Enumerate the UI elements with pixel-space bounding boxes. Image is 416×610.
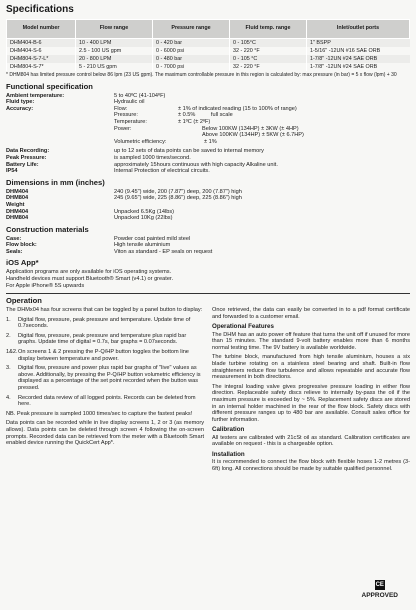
header-model: Model number: [7, 19, 76, 38]
ambient-label: Ambient temperature:: [6, 92, 65, 99]
calibration-title: Calibration: [212, 426, 245, 434]
accuracy-item-value: Below 100KW (134HP) ± 3KW (± 4HP): [202, 125, 299, 132]
accuracy-item-label: Volumetric efficiency:: [114, 138, 167, 145]
accuracy-item-value: ± 1% of indicated reading (15 to 100% of range): [178, 105, 297, 112]
list-text: Recorded data review of all logged points. Records can be deleted from here.: [18, 394, 196, 408]
ios-title: iOS App*: [6, 258, 39, 268]
calibration-paragraph: All testers are calibrated with 21cSt oil as standard. Calibration certificates are available on request - this is a chargeable option.: [212, 434, 410, 448]
ambient-value: 5 to 40ºC (41-104ºF): [114, 92, 166, 99]
ambient-row: [6, 93, 410, 100]
fluid-label: Fluid type:: [6, 99, 35, 106]
dim-label: DHM804: [6, 195, 29, 202]
approved-label: APPROVED: [361, 592, 398, 599]
retrieval-paragraph: Once retrieved, the data can easily be converted in to a pdf format certificate and forwarded to a customer email.: [212, 307, 410, 320]
section-divider: [6, 293, 410, 294]
fluid-row: [6, 99, 410, 106]
ce-mark-icon: CE: [375, 582, 384, 588]
cell: DHM404-B-6: [7, 38, 76, 47]
accuracy-power-above: [114, 132, 410, 139]
accuracy-item-value: ± 0.5% full scale: [178, 112, 233, 119]
weight-model: DHM404: [6, 208, 29, 215]
accuracy-item-label: Temperature:: [114, 119, 147, 126]
screen-list: [6, 317, 204, 408]
recording-paragraph: Data points can be recorded while in live display screens 1, 2 or 3 (as memory allows). Data points can be deleted through screen 4 following the on-screen prompts. Recorded data can be retrieved from the meter with a Bluetooth Smart enabled device running the QuickCert App*.: [6, 420, 204, 447]
dim-404-row: [6, 189, 410, 196]
cell: 0 - 105°C: [230, 38, 307, 47]
header-pressure: Pressure range: [153, 19, 230, 38]
list-text: Digital flow, pressure and power plus rapid bar graphs of "live" values as above. Additionally, by pressing the P-Q/HP button volumetric efficiency is displayed as a percentage of the set point recorded when the button was pressed.: [18, 365, 201, 392]
seals-value: Viton as standard - EP seals on request: [114, 248, 213, 255]
ip-row: [6, 168, 410, 175]
accuracy-item-value: ± 1%: [204, 138, 217, 145]
cell: 1-7/8" -12UN #24 SAE ORB: [307, 55, 410, 63]
seals-row: [6, 249, 410, 256]
weight-model: DHM804: [6, 215, 29, 222]
installation-title: Installation: [212, 450, 245, 458]
list-item: [6, 317, 204, 330]
list-number: 2.: [6, 332, 11, 339]
header-temp: Fluid temp. range: [230, 19, 307, 38]
operation-columns: [6, 307, 410, 475]
accuracy-item-value: ± 1ºC (± 2ºF): [178, 119, 211, 126]
operation-intro: The DHMx04 has four screens that can be toggled by a panel button to display:: [6, 307, 203, 314]
table-row: [7, 47, 410, 55]
operation-right-column: [212, 307, 410, 475]
flowblock-row: [6, 242, 410, 249]
table-row: [7, 55, 410, 63]
cell: 2.5 - 100 US gpm: [76, 47, 153, 55]
list-item: [6, 349, 204, 362]
battery-row: [6, 162, 410, 169]
ios-line-3: For Apple iPhone® 5S upwards: [6, 282, 85, 289]
weight-value: Unpacked 10Kg (22lbs): [114, 215, 173, 222]
cell: 10 - 400 LPM: [76, 38, 153, 47]
recording-row: [6, 148, 410, 155]
flowblock-value: High tensile aluminium: [114, 242, 171, 249]
features-paragraph-3: The integral loading valve gives progressive pressure loading in either flow direction. Replaceable safety discs relieve to internally by-pass the oil if the maximum pressure is exceeded by ~ 5%. Replacement safety discs are stored in an internal holder machined in the rear of the flow block. Safety discs with different pressure ranges up to 480 bar are available. Consult sales office for further information.: [212, 383, 410, 423]
functional-title: Functional specification: [6, 81, 93, 91]
cell: 1-7/8" -12UN #24 SAE ORB: [307, 63, 410, 71]
cell: 32 - 220 °F: [230, 63, 307, 71]
dim-value: 240 (9.45") wide, 200 (7.87") deep, 200 (7.87") high: [114, 188, 242, 195]
list-text: Digital flow, pressure, peak pressure and temperature. Update time of 0.7seconds.: [18, 316, 191, 330]
ios-line-1: Application programs are only available for iOS operating systems.: [6, 269, 172, 276]
cell: 0 - 420 bar: [153, 38, 230, 47]
weight-heading-row: [6, 202, 410, 209]
accuracy-power: [114, 126, 410, 133]
features-paragraph-1: The DHM has an auto power off feature that turns the unit off if unused for more than 15 minutes. The standard 9-volt battery enables more than 6 months normal testing time. The 9V battery is available worldwide.: [212, 331, 410, 351]
dim-value: 245 (9.65") wide, 225 (8.86") deep, 225 (8.86") high: [114, 195, 242, 202]
case-row: [6, 236, 410, 243]
weight-label: Weight: [6, 201, 25, 208]
cell: 1" BSPP: [307, 38, 410, 47]
accuracy-flow: [114, 106, 410, 113]
battery-value: approximately 15hours continuous with high capacity Alkaline unit.: [114, 161, 278, 168]
accuracy-volumetric: [114, 139, 410, 146]
accuracy-block: [6, 106, 410, 146]
cell: 0 - 7000 psi: [153, 63, 230, 71]
list-number: 4.: [6, 394, 11, 401]
ip-value: Internal Protection of electrical circuits.: [114, 168, 210, 175]
cell: 0 - 105 °C: [230, 55, 307, 63]
cell: 32 - 220 °F: [230, 47, 307, 55]
header-ports: Inlet/outlet ports: [307, 19, 410, 38]
peak-label: Peak Pressure:: [6, 154, 47, 161]
table-row: [7, 38, 410, 47]
dim-804-row: [6, 195, 410, 202]
ios-line-2: Handheld devices must support Bluetooth® Smart (v4.1) or greater.: [6, 275, 174, 282]
list-item: [6, 395, 204, 408]
accuracy-item-label: Pressure:: [114, 112, 138, 119]
cell: 20 - 800 LPM: [76, 55, 153, 63]
list-number: 1&2.: [6, 349, 18, 356]
cell: 0 - 480 bar: [153, 55, 230, 63]
spec-page: [6, 4, 410, 475]
ip-label: IP54: [6, 168, 18, 175]
table-row: [7, 63, 410, 71]
accuracy-item-value: Above 100KW (134HP) ± 5KW (± 6.7HP): [202, 132, 304, 139]
accuracy-list: [114, 106, 410, 146]
operation-left-column: [6, 307, 204, 475]
flowblock-label: Flow block:: [6, 242, 37, 249]
features-title: Operational Features: [212, 323, 274, 331]
list-number: 3.: [6, 365, 11, 372]
weight-404-row: [6, 209, 410, 216]
battery-label: Battery Life:: [6, 161, 39, 168]
cell: 0 - 6000 psi: [153, 47, 230, 55]
peak-value: is sampled 1000 times/second.: [114, 154, 191, 161]
list-text: On screens 1 & 2 pressing the P-Q/HP button toggles the bottom line display between temperature and power.: [18, 349, 189, 362]
approval-badge: [362, 580, 398, 600]
accuracy-item-label: Power:: [114, 125, 132, 132]
operation-title: Operation: [6, 296, 42, 306]
weight-804-row: [6, 215, 410, 222]
specifications-table: [6, 19, 410, 71]
accuracy-pressure: [114, 112, 410, 119]
cell: 1-5/16" -12UN #16 SAE ORB: [307, 47, 410, 55]
specifications-title: Specifications: [6, 4, 74, 15]
cell: DHM804-S-7-L*: [7, 55, 76, 63]
list-item: [6, 365, 204, 391]
construction-title: Construction materials: [6, 224, 89, 234]
accuracy-temperature: [114, 119, 410, 126]
recording-value: up to 12 sets of data points can be saved to internal memory: [114, 148, 264, 155]
recording-label: Data Recording:: [6, 148, 50, 155]
accuracy-item-label: Flow:: [114, 105, 128, 112]
dimensions-title: Dimensions in mm (inches): [6, 177, 105, 187]
dim-label: DHM404: [6, 188, 29, 195]
accuracy-item-label: [114, 132, 178, 139]
case-value: Powder coat painted mild steel: [114, 235, 191, 242]
accuracy-label: Accuracy:: [6, 105, 34, 112]
seals-label: Seals:: [6, 248, 23, 255]
header-flow: Flow range: [76, 19, 153, 38]
peak-note: NB. Peak pressure is sampled 1000 times/sec to capture the fastest peaks!: [6, 410, 193, 417]
cell: DHM804-S-7*: [7, 63, 76, 71]
cell: 5 - 210 US gpm: [76, 63, 153, 71]
table-header-row: [7, 19, 410, 38]
table-footnote: * DHM804 has limited pressure control below 86 lpm (23 US gpm). The maximum controllable pressure in this region is calculated by: max pressure (in bar) = 5 x flow (lpm) + 30: [6, 71, 397, 78]
list-item: [6, 333, 204, 346]
installation-paragraph: It is recommended to connect the flow block with flexible hoses 1-2 metres (3-6ft) long. All connections should be made by suitable qualified personnel.: [212, 459, 410, 472]
weight-value: Unpacked 6.5Kg (14lbs): [114, 208, 175, 215]
cell: DHM404-S-6: [7, 47, 76, 55]
case-label: Case:: [6, 235, 22, 242]
features-paragraph-2: The turbine block, manufactured from high tensile aluminium, houses a six blade turbine rotating on a stainless steel bearing and shaft. Built-in flow straighteners reduce flow turbulence and allows repeatable and accurate flow measurement in both directions.: [212, 354, 410, 381]
fluid-value: Hydraulic oil: [114, 99, 145, 106]
list-number: 1.: [6, 316, 11, 323]
list-text: Digital flow, pressure, peak pressure and temperature plus rapid bar graphs. Update time of digital = 0.7s, bar graphs = 0.07seconds.: [18, 332, 187, 346]
peak-row: [6, 155, 410, 162]
